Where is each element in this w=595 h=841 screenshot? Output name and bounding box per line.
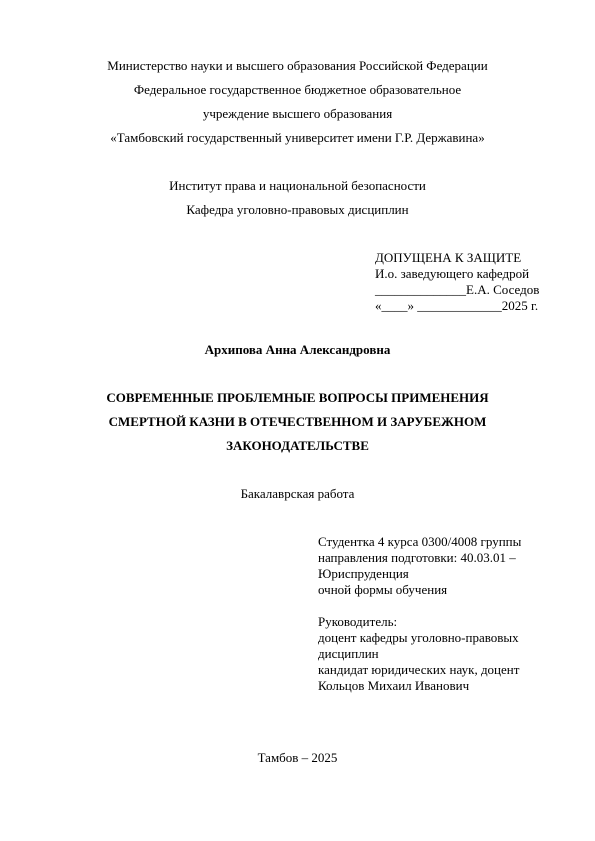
work-type: Бакалаврская работа xyxy=(240,486,355,501)
supervisor-name: Кольцов Михаил Иванович xyxy=(318,678,470,693)
thesis-title-line-1: СОВРЕМЕННЫЕ ПРОБЛЕМНЫЕ ВОПРОСЫ ПРИМЕНЕНИЯ xyxy=(106,390,489,405)
institution-line-1: Федеральное государственное бюджетное образовательное xyxy=(133,82,462,97)
approval-date: «____» _____________2025 г. xyxy=(375,298,539,313)
student-line-1: Студентка 4 курса 0300/4008 группы xyxy=(318,534,522,549)
thesis-title-line-2: СМЕРТНОЙ КАЗНИ В ОТЕЧЕСТВЕННОМ И ЗАРУБЕЖНОМ xyxy=(108,414,487,429)
university-line: «Тамбовский государственный университет имени Г.Р. Державина» xyxy=(110,130,485,145)
approval-signature: ______________Е.А. Соседов xyxy=(375,282,540,297)
approval-position: И.о. заведующего кафедрой xyxy=(375,266,530,281)
student-line-2: направления подготовки: 40.03.01 – xyxy=(318,550,516,565)
supervisor-block xyxy=(318,614,519,694)
author-name: Архипова Анна Александровна xyxy=(204,342,391,357)
supervisor-line-2: доцент кафедры уголовно-правовых xyxy=(318,630,519,645)
student-line-4: очной формы обучения xyxy=(318,582,448,597)
thesis-title-line-3: ЗАКОНОДАТЕЛЬСТВЕ xyxy=(226,438,369,453)
institute-line: Институт права и национальной безопасности xyxy=(169,178,426,193)
student-block xyxy=(318,534,521,598)
city-year: Тамбов – 2025 xyxy=(257,750,338,765)
supervisor-label: Руководитель: xyxy=(318,614,398,629)
supervisor-line-3: дисциплин xyxy=(318,646,379,661)
department-line: Кафедра уголовно-правовых дисциплин xyxy=(186,202,409,217)
approval-block xyxy=(375,250,539,314)
student-line-3: Юриспруденция xyxy=(318,566,409,581)
ministry-line: Министерство науки и высшего образования Российской Федерации xyxy=(107,58,488,73)
approval-heading: ДОПУЩЕНА К ЗАЩИТЕ xyxy=(375,250,522,265)
supervisor-line-4: кандидат юридических наук, доцент xyxy=(318,662,520,677)
institution-line-2: учреждение высшего образования xyxy=(202,106,393,121)
